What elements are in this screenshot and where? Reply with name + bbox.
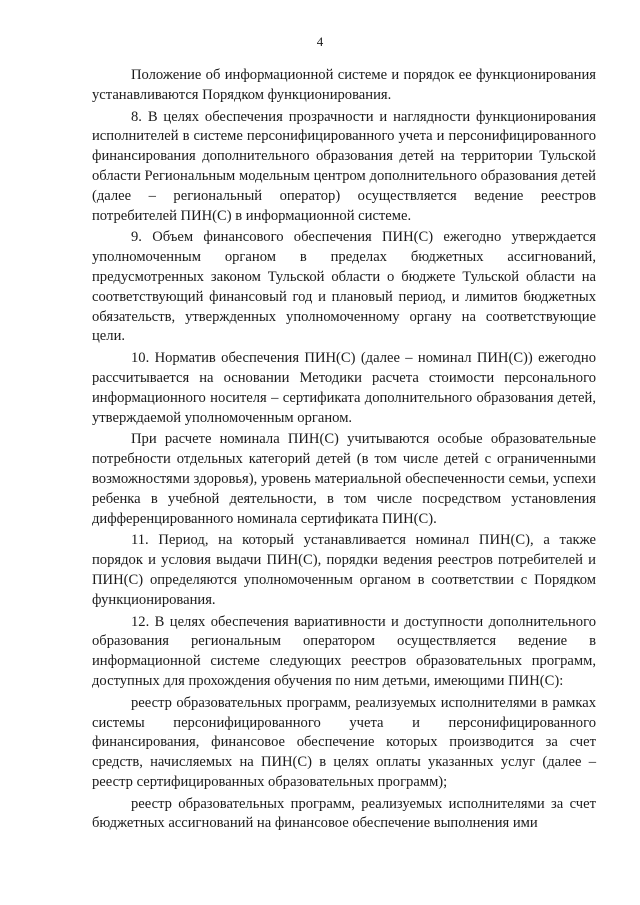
page-number: 4: [316, 34, 324, 49]
paragraph-item-12: 12. В целях обеспечения вариативности и доступности дополнительного образования региональным оператором осуществляется ведение в информационной системе следующих реестров образовательных программ, доступных для прохождения обучения по ним детьми, имеющими ПИН(С):: [92, 613, 596, 689]
paragraph-system-regulation: Положение об информационной системе и порядок ее функционирования устанавливаются Порядком функционирования.: [92, 67, 596, 103]
paragraph-certified-programs-registry: реестр образовательных программ, реализуемых исполнителями в рамках системы персонифицированного учета и персонифицированного финансирования, финансовое обеспечение которых производится за счет средств, начисляемых на ПИН(С) в целях оплаты указанных услуг (далее – реестр сертифицированных образовательных программ);: [92, 694, 596, 790]
paragraph-nominal-calculation: При расчете номинала ПИН(С) учитываются особые образовательные потребности отдельных категорий детей (в том числе детей с ограниченными возможностями здоровья), уровень материальной обеспеченности семьи, успехи ребенка в учебной деятельности, в том числе посредством установления дифференцированного номинала сертификата ПИН(С).: [92, 431, 596, 527]
document-body: [92, 66, 596, 834]
paragraph-item-10: 10. Норматив обеспечения ПИН(С) (далее – номинал ПИН(С)) ежегодно рассчитывается на основании Методики расчета стоимости персонального информационного носителя – сертификата дополнительного образования детей, утверждаемой уполномоченным органом.: [92, 350, 596, 426]
paragraph-budget-programs-registry: реестр образовательных программ, реализуемых исполнителями за счет бюджетных ассигнований на финансовое обеспечение выполнения ими: [92, 795, 596, 832]
paragraph-item-8: 8. В целях обеспечения прозрачности и наглядности функционирования исполнителей в системе персонифицированного учета и персонифицированного финансирования дополнительного образования детей на территории Тульской области Региональным модельным центром дополнительного образования детей (далее – региональный оператор) осуществляется ведение реестров потребителей ПИН(С) в информационной системе.: [92, 108, 596, 224]
paragraph-item-11: 11. Период, на который устанавливается номинал ПИН(С), а также порядок и условия выдачи ПИН(С), порядки ведения реестров потребителей и ПИН(С) определяются уполномоченным органом в соответствии с Порядком функционирования.: [92, 532, 596, 608]
paragraph-item-9: 9. Объем финансового обеспечения ПИН(С) ежегодно утверждается уполномоченным органом в пределах бюджетных ассигнований, предусмотренных законом Тульской области о бюджете Тульской области на соответствующий финансовый год и плановый период, и лимитов бюджетных обязательств, утвержденных уполномоченному органу на соответствующие цели.: [92, 229, 596, 345]
